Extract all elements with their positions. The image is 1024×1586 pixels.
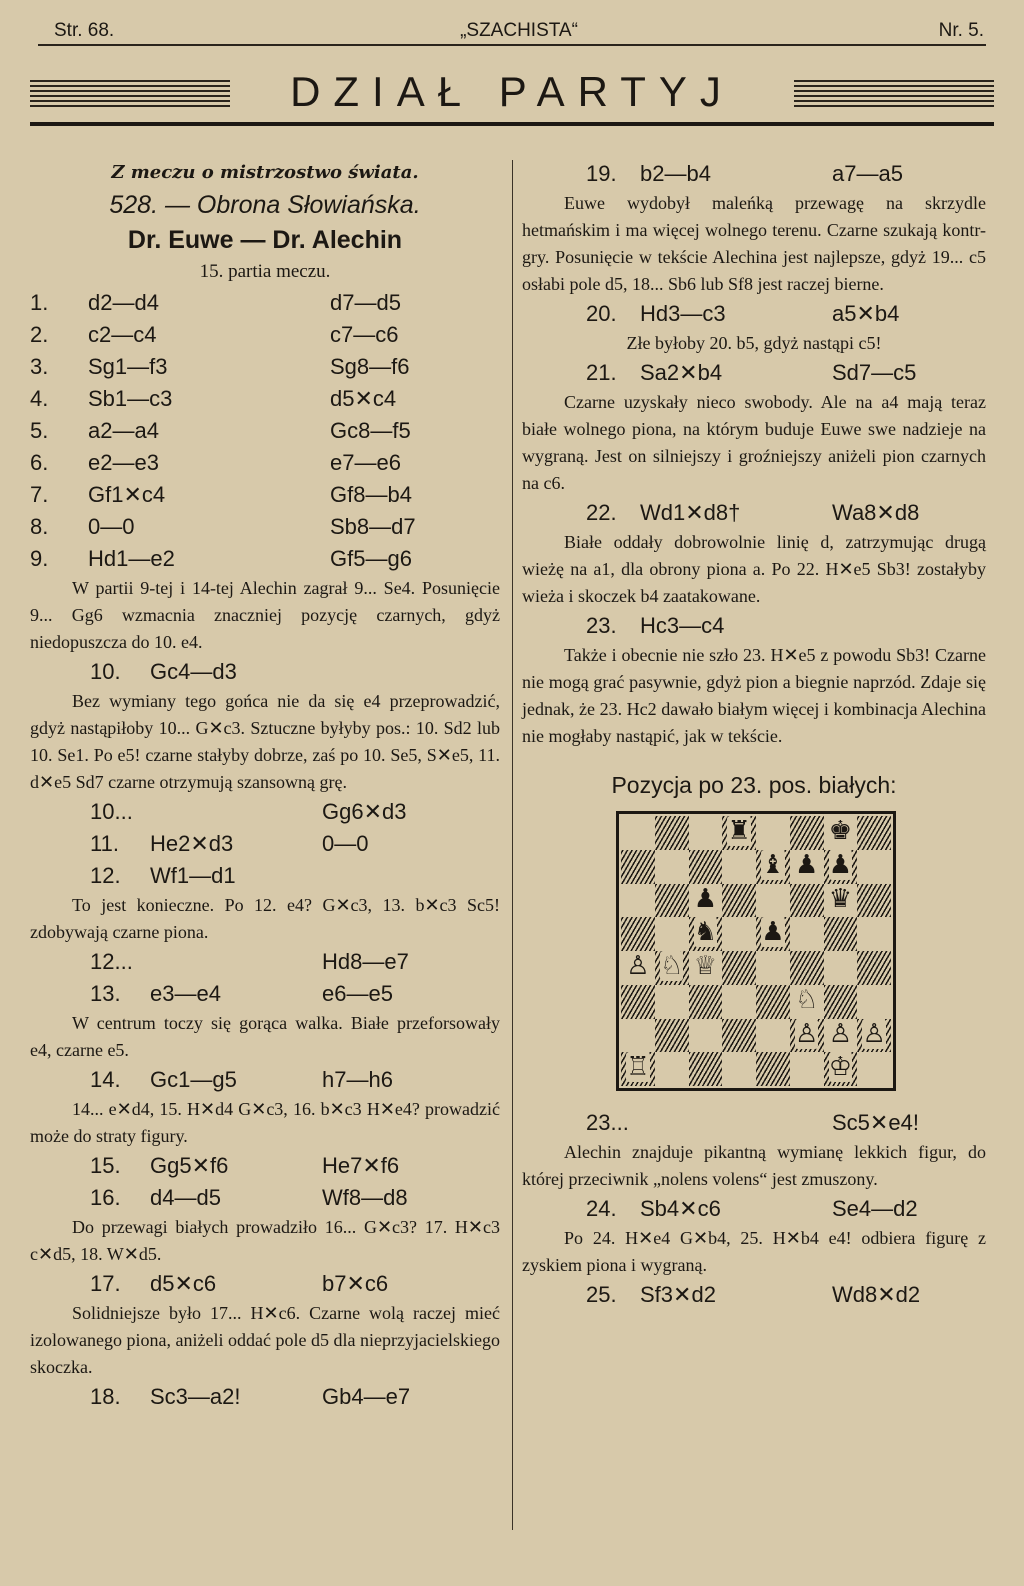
square-c1 [689, 1052, 723, 1086]
piece-e7: ♝ [761, 849, 785, 880]
square-g7 [824, 850, 858, 884]
banner-rule [30, 122, 994, 126]
move-line [522, 298, 986, 330]
square-a2 [621, 1019, 655, 1053]
white-move: d4—d5 [150, 1185, 221, 1210]
square-b7 [655, 850, 689, 884]
move-number: 23. [586, 613, 617, 638]
move-line [30, 946, 500, 978]
players: Dr. Euwe — Dr. Alechin [127, 226, 403, 254]
white-move: Wd1✕d8† [640, 500, 741, 525]
journal-title: „SZACHISTA“ [460, 20, 578, 41]
square-g2 [824, 1019, 858, 1053]
black-move: h7—h6 [322, 1067, 393, 1092]
piece-h2: ♙ [862, 1018, 886, 1049]
annotation: Po 24. H✕e4 G✕b4, 25. H✕b4 e4! odbiera figurę z zyskiem piona i wygraną. [522, 1228, 986, 1275]
black-move: He7✕f6 [322, 1153, 400, 1178]
move-line [30, 656, 500, 688]
square-f3 [790, 985, 824, 1019]
square-a4 [621, 951, 655, 985]
annotation: Solidniejsze było 17... H✕c6. Czarne wolą raczej mieć izolowanego piona, aniżeli oddać pole d5 dla nieprzyjacielskiego skoczka. [30, 1303, 500, 1377]
white-move: Wf1—d1 [150, 863, 236, 888]
game-title: 528. — Obrona Słowiańska. [109, 191, 421, 219]
square-e4 [756, 951, 790, 985]
black-move: Gb4—e7 [322, 1384, 411, 1409]
move-line [30, 1182, 500, 1214]
piece-g7: ♟ [828, 849, 853, 880]
move-line [30, 796, 500, 828]
square-c7 [689, 850, 723, 884]
white-move: b2—b4 [640, 161, 711, 186]
annotation: To jest konieczne. Po 12. e4? G✕c3, 13. b✕c3 Sc5! zdobywają czarne piona. [30, 895, 500, 942]
move-line [30, 479, 500, 511]
white-move: e3—e4 [150, 981, 221, 1006]
annotation: Bez wymiany tego gońca nie da się e4 przeprowadzić, gdyż nastąpiłoby 10... G✕c3. Sztuczne byłyby pos.: 10. Sd2 lub 10. Se1. Po e5! czarne stałyby dobrze, zaś po 10. Se5, S✕e5, 11. d✕e5 Sd7 czarne otrzymują szansowną grę. [30, 691, 500, 792]
move-number: 19. [586, 161, 617, 186]
black-move: d5✕c4 [330, 386, 397, 411]
white-move: Sb1—c3 [88, 386, 173, 411]
move-number: 20. [586, 301, 617, 326]
square-h2 [857, 1019, 891, 1053]
issue-number: Nr. 5. [938, 20, 984, 41]
running-header [54, 14, 984, 48]
annotation: Czarne uzyskały nieco swobody. Ale na a4 mają teraz białe wolnego piona, na którym buduje Euwe swe nadzieje na wygraną. Jest on silniejszy i groźniejszy aniżeli pion czarnych na c6. [522, 392, 986, 493]
square-g6 [824, 884, 858, 918]
black-move: Sc5✕e4! [832, 1110, 919, 1135]
square-b5 [655, 917, 689, 951]
square-e5 [756, 917, 790, 951]
square-c4 [689, 951, 723, 985]
black-move: Sb8—d7 [330, 514, 416, 539]
square-f1 [790, 1052, 824, 1086]
black-move: c7—c6 [330, 322, 399, 347]
white-move: 0—0 [88, 514, 135, 539]
moves-block [30, 287, 500, 575]
annotation: Euwe wydobył maleńką przewagę na skrzydle hetmańskim i ma więcej wolnego terenu. Czarne szukają kontr-gry. Posunięcie w tekście Alechina jest najlepsze, gdyż 19... c5 osłabi pole d5, 18... Sb6 lub Sf8 jest raczej bierne. [522, 193, 986, 294]
piece-d8: ♜ [727, 816, 751, 846]
move-line [30, 511, 500, 543]
square-c6 [689, 884, 723, 918]
black-move: Se4—d2 [832, 1196, 918, 1221]
move-line [522, 610, 986, 642]
white-move: Sf3✕d2 [640, 1282, 716, 1307]
square-e1 [756, 1052, 790, 1086]
white-move: c2—c4 [88, 322, 157, 347]
white-move: Gc1—g5 [150, 1067, 237, 1092]
move-number: 16. [90, 1185, 121, 1210]
move-number: 9. [30, 546, 49, 571]
square-e8 [756, 816, 790, 850]
move-line [30, 543, 500, 575]
square-a7 [621, 850, 655, 884]
square-b6 [655, 884, 689, 918]
square-h1 [857, 1052, 891, 1086]
piece-g2: ♙ [828, 1018, 853, 1049]
move-number: 13. [90, 981, 121, 1006]
square-g5 [824, 917, 858, 951]
banner-lines-right [794, 80, 994, 110]
black-move: Gf5—g6 [330, 546, 412, 571]
move-number: 17. [90, 1271, 121, 1296]
annotation: Złe byłoby 20. b5, gdyż nastąpi c5! [626, 333, 882, 353]
move-line [522, 158, 986, 190]
move-line [30, 828, 500, 860]
move-number: 18. [90, 1384, 121, 1409]
square-d5 [722, 917, 756, 951]
black-move: 0—0 [322, 831, 369, 856]
square-a6 [621, 884, 655, 918]
white-move: d5✕c6 [150, 1271, 217, 1296]
moves-block [30, 1150, 500, 1214]
square-d2 [722, 1019, 756, 1053]
square-f4 [790, 951, 824, 985]
square-a8 [621, 816, 655, 850]
move-line [30, 978, 500, 1010]
move-number: 1. [30, 290, 49, 315]
white-move: Hd1—e2 [88, 546, 175, 571]
square-b8 [655, 816, 689, 850]
black-move: d7—d5 [330, 290, 401, 315]
white-move: Sc3—a2! [150, 1384, 241, 1409]
page-number: Str. 68. [54, 20, 115, 41]
piece-b4: ♘ [659, 951, 684, 981]
square-b1 [655, 1052, 689, 1086]
square-g4 [824, 951, 858, 985]
match-title: Z meczu o mistrzostwo świata. [111, 162, 419, 183]
white-move: Gg5✕f6 [150, 1153, 229, 1178]
black-move: Gf8—b4 [330, 482, 412, 507]
black-move: Sg8—f6 [330, 354, 410, 379]
section-title: DZIAŁ PARTYJ [290, 68, 734, 115]
piece-e5: ♟ [761, 917, 785, 948]
left-column [30, 158, 500, 1413]
piece-a4: ♙ [626, 951, 650, 981]
square-h8 [857, 816, 891, 850]
black-move: Wd8✕d2 [832, 1282, 921, 1307]
move-line [30, 383, 500, 415]
piece-g6: ♛ [828, 883, 853, 914]
black-move: Wa8✕d8 [832, 500, 920, 525]
move-number: 25. [586, 1282, 617, 1307]
move-number: 10. [90, 659, 121, 684]
piece-f7: ♟ [794, 849, 819, 880]
square-f5 [790, 917, 824, 951]
right-column [522, 158, 986, 1311]
move-line [30, 351, 500, 383]
black-move: Hd8—e7 [322, 949, 409, 974]
piece-f3: ♘ [794, 984, 819, 1015]
move-number: 14. [90, 1067, 121, 1092]
square-e2 [756, 1019, 790, 1053]
black-move: e6—e5 [322, 981, 393, 1006]
white-move: Sg1—f3 [88, 354, 168, 379]
square-f8 [790, 816, 824, 850]
square-g3 [824, 985, 858, 1019]
square-d8 [722, 816, 756, 850]
piece-c6: ♟ [693, 883, 718, 914]
move-number: 24. [586, 1196, 617, 1221]
move-number: 4. [30, 386, 49, 411]
square-b3 [655, 985, 689, 1019]
move-line [522, 357, 986, 389]
move-number: 3. [30, 354, 49, 379]
square-h4 [857, 951, 891, 985]
white-move: Hd3—c3 [640, 301, 726, 326]
square-g8 [824, 816, 858, 850]
move-number: 2. [30, 322, 49, 347]
position-title: Pozycja po 23. pos. białych: [611, 772, 897, 798]
piece-c4: ♕ [693, 951, 718, 981]
white-move: Gc4—d3 [150, 659, 237, 684]
move-line [30, 860, 500, 892]
piece-a1: ♖ [626, 1052, 650, 1083]
square-h7 [857, 850, 891, 884]
square-d6 [722, 884, 756, 918]
move-line [30, 1381, 500, 1413]
move-line [522, 1193, 986, 1225]
square-h6 [857, 884, 891, 918]
header-rule [38, 44, 986, 46]
square-a5 [621, 917, 655, 951]
move-line [522, 497, 986, 529]
white-move: a2—a4 [88, 418, 159, 443]
move-line [30, 1268, 500, 1300]
white-move: d2—d4 [88, 290, 159, 315]
square-d4 [722, 951, 756, 985]
annotation: Alechin znajduje pikantną wymianę lekkich figur, do której przeciwnik „nolens volens“ jest zmuszony. [522, 1142, 986, 1189]
moves-block [30, 796, 500, 892]
white-move: He2✕d3 [150, 831, 234, 856]
move-number: 21. [586, 360, 617, 385]
move-number: 12... [90, 949, 133, 974]
white-move: Sb4✕c6 [640, 1196, 721, 1221]
move-number: 10... [90, 799, 133, 824]
square-g1 [824, 1052, 858, 1086]
move-number: 22. [586, 500, 617, 525]
move-line [522, 1279, 986, 1311]
moves-block [30, 946, 500, 1010]
move-line [30, 1150, 500, 1182]
square-a1 [621, 1052, 655, 1086]
move-line [30, 1064, 500, 1096]
black-move: Gc8—f5 [330, 418, 411, 443]
game-number: 15. partia meczu. [199, 261, 331, 282]
square-e6 [756, 884, 790, 918]
annotation: Do przewagi białych prowadziło 16... G✕c3? 17. H✕c3 c✕d5, 18. W✕d5. [30, 1217, 500, 1264]
piece-f2: ♙ [794, 1018, 819, 1049]
move-line [30, 415, 500, 447]
annotation: W centrum toczy się gorąca walka. Białe przeforsowały e4, czarne e5. [30, 1013, 500, 1060]
black-move: a5✕b4 [832, 301, 900, 326]
black-move: Wf8—d8 [322, 1185, 408, 1210]
banner-lines-left [30, 80, 230, 110]
move-line [30, 447, 500, 479]
move-line [522, 1107, 986, 1139]
square-c2 [689, 1019, 723, 1053]
square-d1 [722, 1052, 756, 1086]
piece-c5: ♞ [693, 917, 718, 948]
move-number: 7. [30, 482, 49, 507]
black-move: Gg6✕d3 [322, 799, 407, 824]
white-move: e2—e3 [88, 450, 159, 475]
annotation: Także i obecnie nie szło 23. H✕e5 z powodu Sb3! Czarne nie mogą grać pasywnie, gdyż pion a biegnie naprzód. Zdaje się jednak, że 23. Hc2 dawało białym więcej i kombinacja Alechina nie mogłaby nastąpić, jak w tekście. [522, 645, 986, 746]
white-move: Sa2✕b4 [640, 360, 723, 385]
square-f7 [790, 850, 824, 884]
square-f2 [790, 1019, 824, 1053]
move-number: 11. [90, 831, 119, 856]
square-e3 [756, 985, 790, 1019]
annotation: Białe oddały dobrowolnie linię d, zatrzymując drugą wieżę na a1, dla obrony piona a. Po 22. H✕e5 Sb3! zostałyby wieża i skoczek b4 zaatakowane. [522, 532, 986, 606]
move-number: 15. [90, 1153, 121, 1178]
square-d3 [722, 985, 756, 1019]
move-number: 5. [30, 418, 49, 443]
black-move: e7—e6 [330, 450, 401, 475]
chess-diagram [616, 811, 896, 1091]
section-banner [30, 68, 994, 134]
move-number: 6. [30, 450, 49, 475]
column-separator [512, 160, 513, 1530]
square-h3 [857, 985, 891, 1019]
square-f6 [790, 884, 824, 918]
move-number: 8. [30, 514, 49, 539]
white-move: Hc3—c4 [640, 613, 725, 638]
move-line [30, 287, 500, 319]
move-number: 23... [586, 1110, 629, 1135]
square-c5 [689, 917, 723, 951]
piece-g1: ♔ [828, 1052, 853, 1083]
black-move: Sd7—c5 [832, 360, 917, 385]
black-move: a7—a5 [832, 161, 903, 186]
square-a3 [621, 985, 655, 1019]
black-move: b7✕c6 [322, 1271, 389, 1296]
white-move: Gf1✕c4 [88, 482, 166, 507]
annotation: 14... e✕d4, 15. H✕d4 G✕c3, 16. b✕c3 H✕e4? prowadzić może do straty figury. [30, 1099, 500, 1146]
square-c8 [689, 816, 723, 850]
square-d7 [722, 850, 756, 884]
move-line [30, 319, 500, 351]
move-number: 12. [90, 863, 121, 888]
piece-g8: ♚ [828, 816, 853, 846]
square-h5 [857, 917, 891, 951]
square-b4 [655, 951, 689, 985]
square-b2 [655, 1019, 689, 1053]
square-c3 [689, 985, 723, 1019]
annotation: W partii 9-tej i 14-tej Alechin zagrał 9... Se4. Posunięcie 9... Gg6 wzmacnia znaczniej pozycję czarnych, gdyż niedopuszcza do 10. e4. [30, 578, 500, 652]
square-e7 [756, 850, 790, 884]
